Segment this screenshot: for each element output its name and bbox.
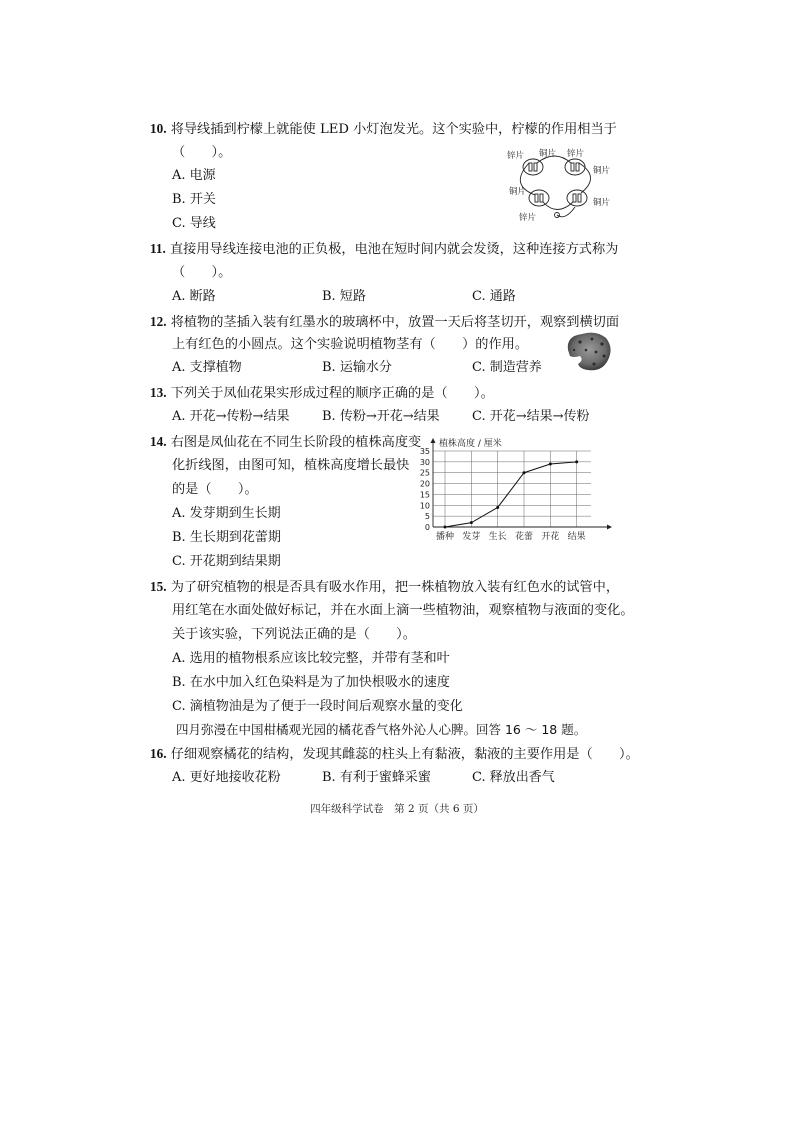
q14-option-a[interactable]: A. 发芽期到生长期 (172, 506, 281, 521)
label-zinc-3: 锌片 (519, 213, 537, 223)
data-point-4 (549, 463, 552, 466)
chart-y-ticks (420, 447, 430, 532)
q11-option-b[interactable]: B. 短路 (322, 289, 366, 304)
passage-intro: 四月弥漫在中国柑橘观光园的橘花香气格外沁人心脾。回答 16 ～ 18 题。 (176, 722, 587, 737)
label-zinc-1: 锌片 (507, 151, 525, 161)
lemon-battery-figure (505, 145, 615, 225)
q10-option-c[interactable]: C. 导线 (172, 216, 216, 231)
lemon-3 (529, 190, 549, 206)
q15-number: 15. (150, 579, 167, 594)
q10-option-b[interactable]: B. 开关 (172, 192, 216, 207)
y-tick-label-5: 5 (424, 512, 430, 522)
q10-option-a[interactable]: A. 电源 (172, 168, 216, 183)
wire-2 (579, 163, 591, 193)
q14-line3: 的是（ ）。 (172, 482, 258, 497)
data-point-0 (444, 526, 447, 529)
data-point-1 (470, 521, 473, 524)
q16-option-c[interactable]: C. 释放出香气 (472, 770, 555, 785)
q15-option-b[interactable]: B. 在水中加入红色染料是为了加快根吸水的速度 (172, 675, 450, 690)
q11-stem (150, 241, 618, 258)
y-tick-label-0: 0 (424, 523, 430, 532)
stem-cross-section-image (562, 330, 614, 374)
q11-option-a[interactable]: A. 断路 (172, 289, 216, 304)
q12-line2: 上有红色的小圆点。这个实验说明植物茎有（ ）的作用。 (172, 337, 529, 352)
label-copper-3: 铜片 (509, 187, 527, 197)
q14-option-c[interactable]: C. 开花期到结果期 (172, 554, 281, 569)
q15-line3: 关于该实验，下列说法正确的是（ ）。 (172, 627, 416, 642)
q16-option-b[interactable]: B. 有利于蜜蜂采蜜 (322, 770, 431, 785)
q16-line1: 仔细观察橘花的结构，发现其雌蕊的柱头上有黏液，黏液的主要作用是（ ）。 (170, 747, 639, 762)
q11-line1: 直接用导线连接电池的正负极，电池在短时间内就会发烫，这种连接方式称为 (169, 242, 619, 257)
x-tick-label-0: 播种 (435, 532, 455, 542)
lemon-4 (567, 190, 587, 206)
data-point-2 (496, 506, 499, 509)
q10-number: 10. (150, 121, 167, 136)
q11-number: 11. (150, 241, 166, 256)
q12-option-a[interactable]: A. 支撑植物 (172, 360, 242, 375)
data-point-3 (523, 471, 526, 474)
q10-stem (150, 121, 617, 138)
q13-option-c[interactable]: C. 开花→结果→传粉 (472, 409, 590, 424)
q14-stem (150, 434, 421, 451)
q11-option-c[interactable]: C. 通路 (472, 289, 516, 304)
q12-option-c[interactable]: C. 制造营养 (472, 360, 542, 375)
y-tick-label-35: 35 (419, 447, 430, 456)
lemon-2 (565, 159, 585, 175)
q10-line2: （ ）。 (172, 145, 232, 160)
q13-number: 13. (150, 385, 167, 400)
q10-line1: 将导线插到柠檬上就能使 LED 小灯泡发光。这个实验中，柠檬的作用相当于 (170, 122, 617, 137)
y-axis-arrow (431, 438, 436, 443)
plant-height-line-chart (415, 435, 615, 545)
q13-stem (150, 385, 494, 402)
x-tick-label-5: 结果 (567, 532, 586, 542)
q13-option-a[interactable]: A. 开花→传粉→结果 (172, 409, 290, 424)
chart-x-ticks (436, 530, 586, 542)
y-tick-label-25: 25 (419, 468, 430, 478)
q13-option-b[interactable]: B. 传粉→开花→结果 (322, 409, 440, 424)
q12-option-b[interactable]: B. 运输水分 (322, 360, 392, 375)
data-point-5 (575, 460, 578, 463)
q14-line2: 化折线图，由图可知，植株高度增长最快 (172, 458, 410, 473)
q16-number: 16. (150, 746, 167, 761)
x-tick-label-1: 发芽 (462, 532, 481, 542)
label-copper-4: 铜片 (593, 198, 611, 208)
y-tick-label-30: 30 (419, 457, 430, 467)
x-axis-arrow (607, 525, 612, 530)
q15-option-a[interactable]: A. 选用的植物根系应该比较完整，并带有茎和叶 (172, 651, 450, 666)
x-tick-label-2: 生长 (488, 532, 507, 542)
q11-line2: （ ）。 (172, 265, 232, 280)
q12-line1: 将植物的茎插入装有红墨水的玻璃杯中，放置一天后将茎切开，观察到横切面 (170, 315, 620, 330)
q15-line2: 用红笔在水面处做好标记，并在水面上滴一些植物油，观察植物与液面的变化。 (172, 603, 634, 618)
x-tick-label-3: 花蕾 (514, 532, 534, 542)
chart-title: 植株高度 / 厘米 (439, 439, 502, 449)
page-footer: 四年级科学试卷 第 2 页（共 6 页） (310, 803, 484, 815)
wire-3 (543, 202, 573, 210)
q14-option-b[interactable]: B. 生长期到花蕾期 (172, 530, 281, 545)
q15-line1: 为了研究植物的根是否具有吸水作用，把一株植物放入装有红色水的试管中， (170, 580, 620, 595)
y-tick-label-15: 15 (419, 490, 430, 500)
label-zinc-2: 锌片 (567, 149, 585, 159)
q15-stem (150, 579, 619, 596)
x-tick-label-4: 开花 (541, 532, 560, 542)
label-copper-2: 铜片 (593, 166, 611, 176)
q16-option-a[interactable]: A. 更好地接收花粉 (172, 770, 281, 785)
y-tick-label-10: 10 (419, 501, 430, 511)
q14-number: 14. (150, 434, 167, 449)
y-tick-label-20: 20 (419, 479, 430, 489)
q13-line1: 下列关于凤仙花果实形成过程的顺序正确的是（ ）。 (170, 386, 494, 401)
q15-option-c[interactable]: C. 滴植物油是为了便于一段时间后观察水量的变化 (172, 699, 463, 714)
label-copper-1: 铜片 (539, 149, 557, 159)
q16-stem (150, 746, 639, 763)
q12-number: 12. (150, 314, 167, 329)
q12-stem (150, 314, 619, 331)
q14-line1: 右图是凤仙花在不同生长阶段的植株高度变 (170, 435, 422, 450)
